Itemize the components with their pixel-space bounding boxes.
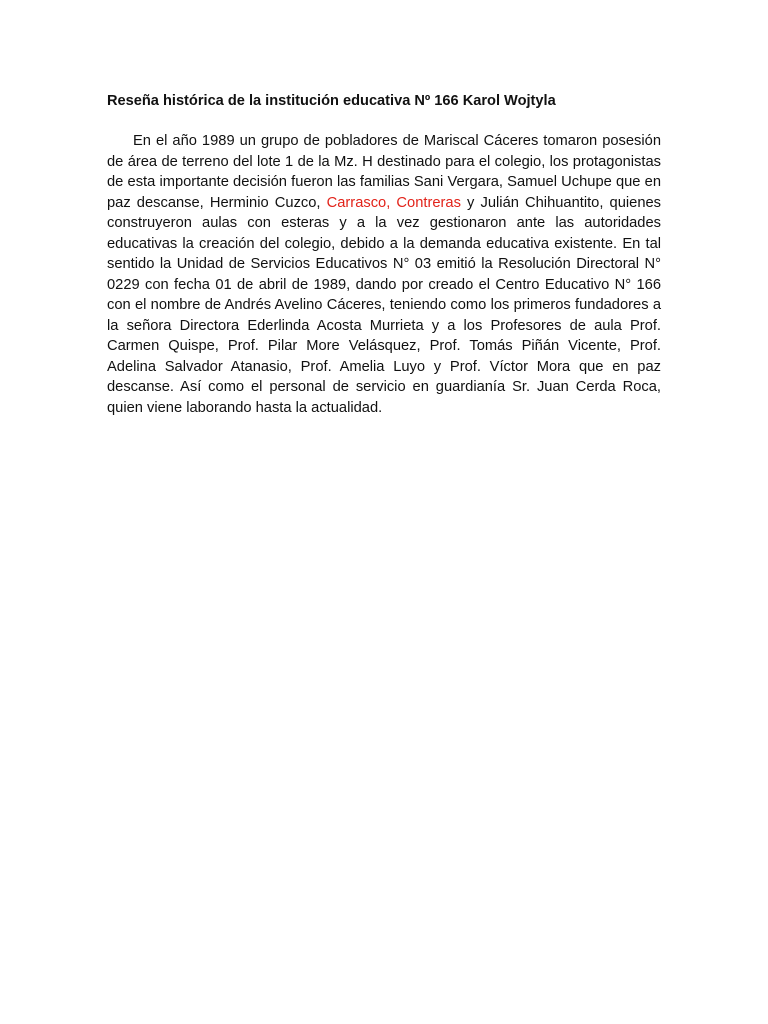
history-paragraph <box>107 131 661 418</box>
paragraph-text-part2: y Julián Chihuantito, quienes construyeron aulas con esteras y a la vez gestionaron ante las autoridades educativas la creación del colegio, debido a la demanda educativa existente. En tal sentido la Unidad de Servicios Educativos N° 03 emitió la Resolución Directoral N° 0229 con fecha 01 de abril de 1989, dando por creado el Centro Educativo N° 166 con el nombre de Andrés Avelino Cáceres, teniendo como los primeros fundadores a la señora Directora Ederlinda Acosta Murrieta y a los Profesores de aula Prof. Carmen Quispe, Prof. Pilar More Velásquez, Prof. Tomás Piñán Vicente, Prof. Adelina Salvador Atanasio, Prof. Amelia Luyo y Prof. Víctor Mora que en paz descanse. Así como el personal de servicio en guardianía Sr. Juan Cerda Roca, quien viene laborando hasta la actualidad. <box>107 194 661 416</box>
document-title: Reseña histórica de la institución educativa Nº 166 Karol Wojtyla <box>107 93 556 109</box>
paragraph-text-part1: En el año 1989 un grupo de pobladores de Mariscal Cáceres tomaron posesión de área de terreno del lote 1 de la Mz. H destinado para el colegio, los protagonistas de esta importante decisión fueron las familias Sani Vergara, Samuel Uchupe que en paz descanse, Herminio Cuzco, <box>107 133 661 211</box>
highlighted-names: Carrasco, Contreras <box>326 194 461 211</box>
